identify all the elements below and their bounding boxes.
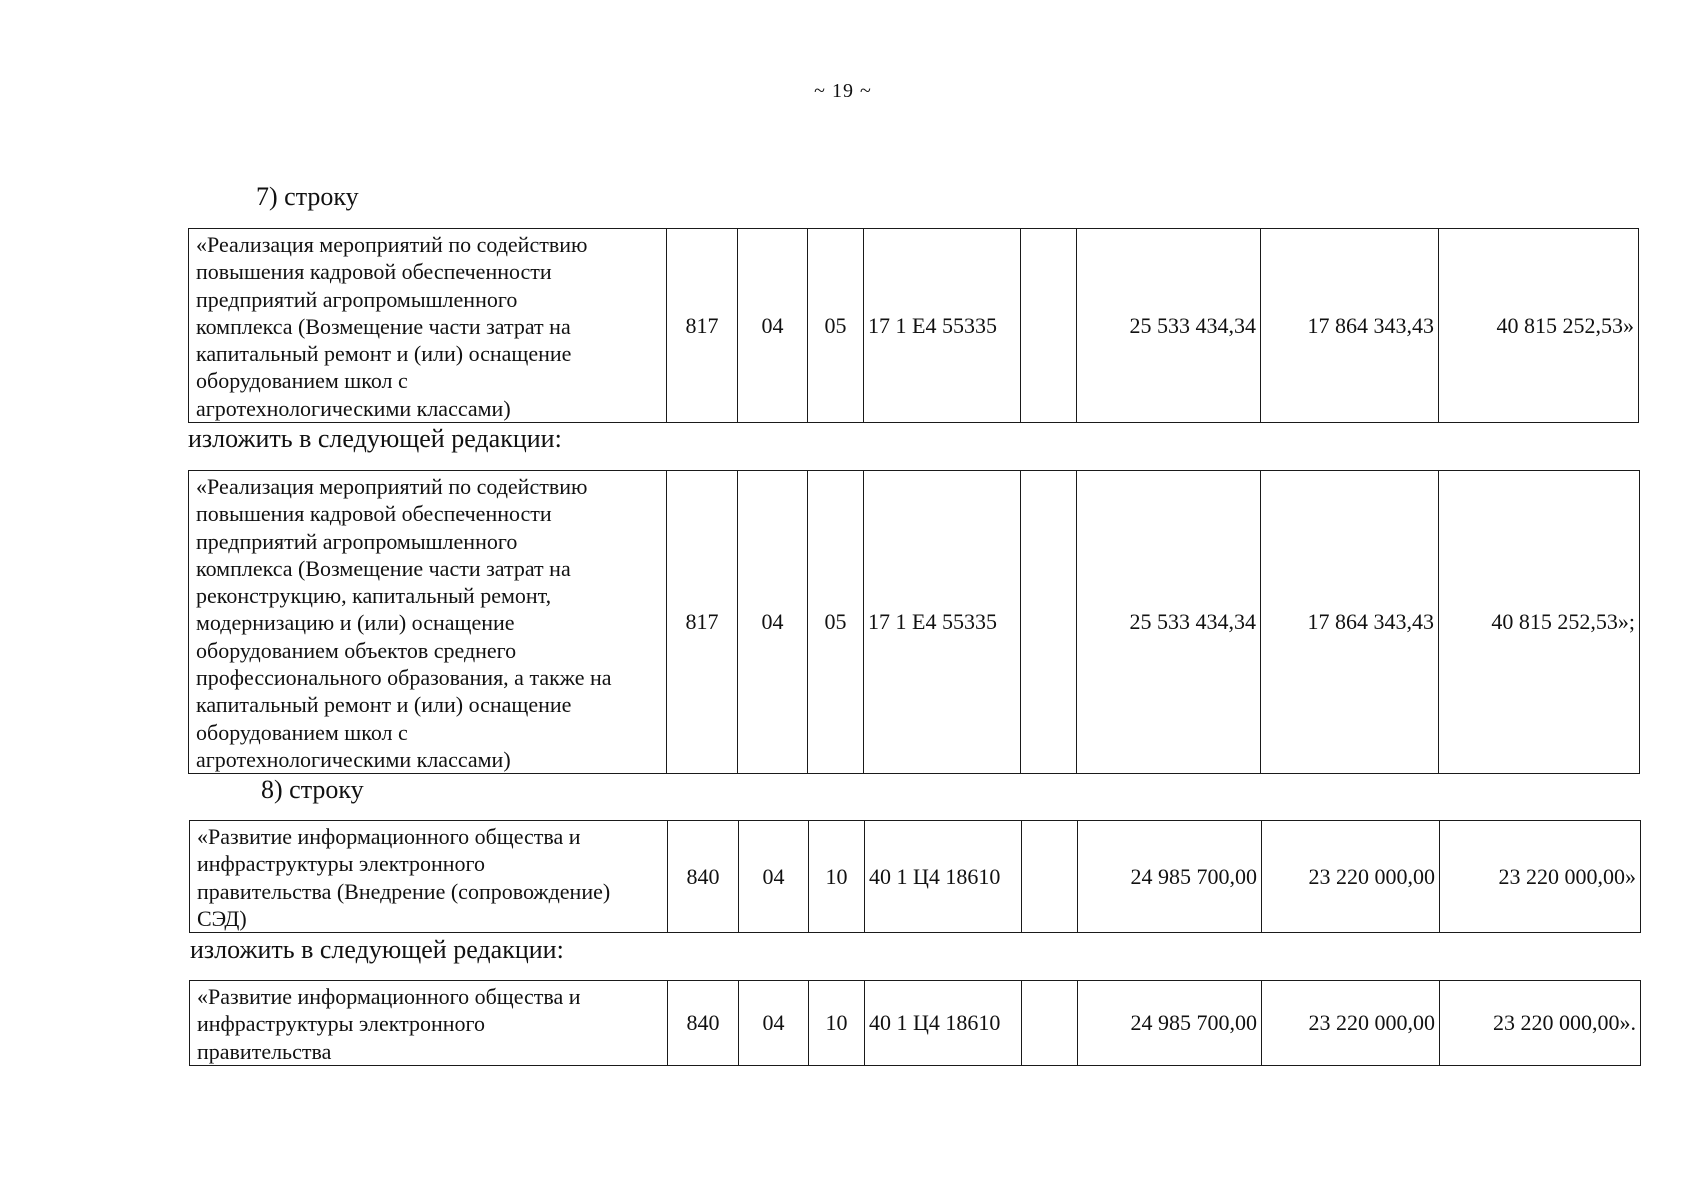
section-8-original-table <box>189 820 1641 933</box>
amount-3: 23 220 000,00». <box>1440 981 1641 1066</box>
desc-line: «Реализация мероприятий по содействию <box>196 474 588 499</box>
subsection-code: 05 <box>808 471 864 774</box>
amount-2: 17 864 343,43 <box>1261 471 1439 774</box>
desc-line: предприятий агропромышленного <box>196 286 518 312</box>
table-row <box>189 229 1639 423</box>
row-description <box>190 981 668 1066</box>
ved-code: 817 <box>667 229 738 423</box>
section-7-replace-label: изложить в следующей редакции: <box>188 424 562 453</box>
ved-code: 840 <box>668 821 739 933</box>
desc-line: предприятий агропромышленного <box>196 528 518 554</box>
desc-line: капитальный ремонт и (или) оснащение <box>196 692 572 718</box>
section-8-new-table <box>189 980 1641 1066</box>
desc-line: модернизацию и (или) оснащение <box>196 610 515 636</box>
table-row <box>190 981 1641 1066</box>
desc-line: реконструкцию, капитальный ремонт, <box>196 583 552 609</box>
desc-line: «Развитие информационного общества и <box>197 824 581 849</box>
desc-line: агротехнологическими классами) <box>196 395 511 421</box>
section-code: 04 <box>739 821 809 933</box>
page-number: ~ 19 ~ <box>814 80 872 102</box>
row-description <box>189 471 667 774</box>
target-article-code: 17 1 E4 55335 <box>864 229 1021 423</box>
section-7-original-table <box>188 228 1639 423</box>
expense-type-code <box>1021 471 1077 774</box>
desc-line: правительства <box>197 1038 332 1064</box>
desc-line: агротехнологическими классами) <box>196 746 511 772</box>
section-8-replace-label: изложить в следующей редакции: <box>190 935 564 964</box>
section-code: 04 <box>738 229 808 423</box>
desc-line: правительства (Внедрение (сопровождение) <box>197 878 611 904</box>
amount-2: 17 864 343,43 <box>1261 229 1439 423</box>
amount-1: 24 985 700,00 <box>1078 981 1262 1066</box>
expense-type-code <box>1022 981 1078 1066</box>
amount-1: 25 533 434,34 <box>1077 229 1261 423</box>
table-row <box>189 471 1640 774</box>
desc-line: оборудованием объектов среднего <box>196 637 517 663</box>
target-article-code: 40 1 Ц4 18610 <box>865 821 1022 933</box>
amount-1: 24 985 700,00 <box>1078 821 1262 933</box>
desc-line: оборудованием школ с <box>196 368 408 394</box>
row-description <box>189 229 667 423</box>
row-description <box>190 821 668 933</box>
desc-line: «Развитие информационного общества и <box>197 984 581 1009</box>
desc-line: СЭД) <box>197 905 247 931</box>
amount-2: 23 220 000,00 <box>1262 821 1440 933</box>
desc-line: «Реализация мероприятий по содействию <box>196 232 588 257</box>
ved-code: 817 <box>667 471 738 774</box>
section-code: 04 <box>739 981 809 1066</box>
subsection-code: 05 <box>808 229 864 423</box>
desc-line: комплекса (Возмещение части затрат на <box>196 313 571 339</box>
expense-type-code <box>1021 229 1077 423</box>
desc-line: профессионального образования, а также на <box>196 665 612 691</box>
amount-2: 23 220 000,00 <box>1262 981 1440 1066</box>
ved-code: 840 <box>668 981 739 1066</box>
amount-3: 40 815 252,53» <box>1439 229 1639 423</box>
desc-line: капитальный ремонт и (или) оснащение <box>196 341 572 367</box>
expense-type-code <box>1022 821 1078 933</box>
desc-line: повышения кадровой обеспеченности <box>196 501 552 527</box>
target-article-code: 40 1 Ц4 18610 <box>865 981 1022 1066</box>
section-7-label: 7) строку <box>256 182 359 211</box>
section-8-label: 8) строку <box>261 775 364 804</box>
target-article-code: 17 1 E4 55335 <box>864 471 1021 774</box>
amount-3: 40 815 252,53»; <box>1439 471 1640 774</box>
subsection-code: 10 <box>809 821 865 933</box>
desc-line: повышения кадровой обеспеченности <box>196 259 552 285</box>
desc-line: инфраструктуры электронного <box>197 1011 486 1037</box>
desc-line: инфраструктуры электронного <box>197 851 486 877</box>
amount-1: 25 533 434,34 <box>1077 471 1261 774</box>
subsection-code: 10 <box>809 981 865 1066</box>
table-row <box>190 821 1641 933</box>
section-code: 04 <box>738 471 808 774</box>
desc-line: оборудованием школ с <box>196 719 408 745</box>
section-7-new-table <box>188 470 1640 774</box>
desc-line: комплекса (Возмещение части затрат на <box>196 555 571 581</box>
amount-3: 23 220 000,00» <box>1440 821 1641 933</box>
